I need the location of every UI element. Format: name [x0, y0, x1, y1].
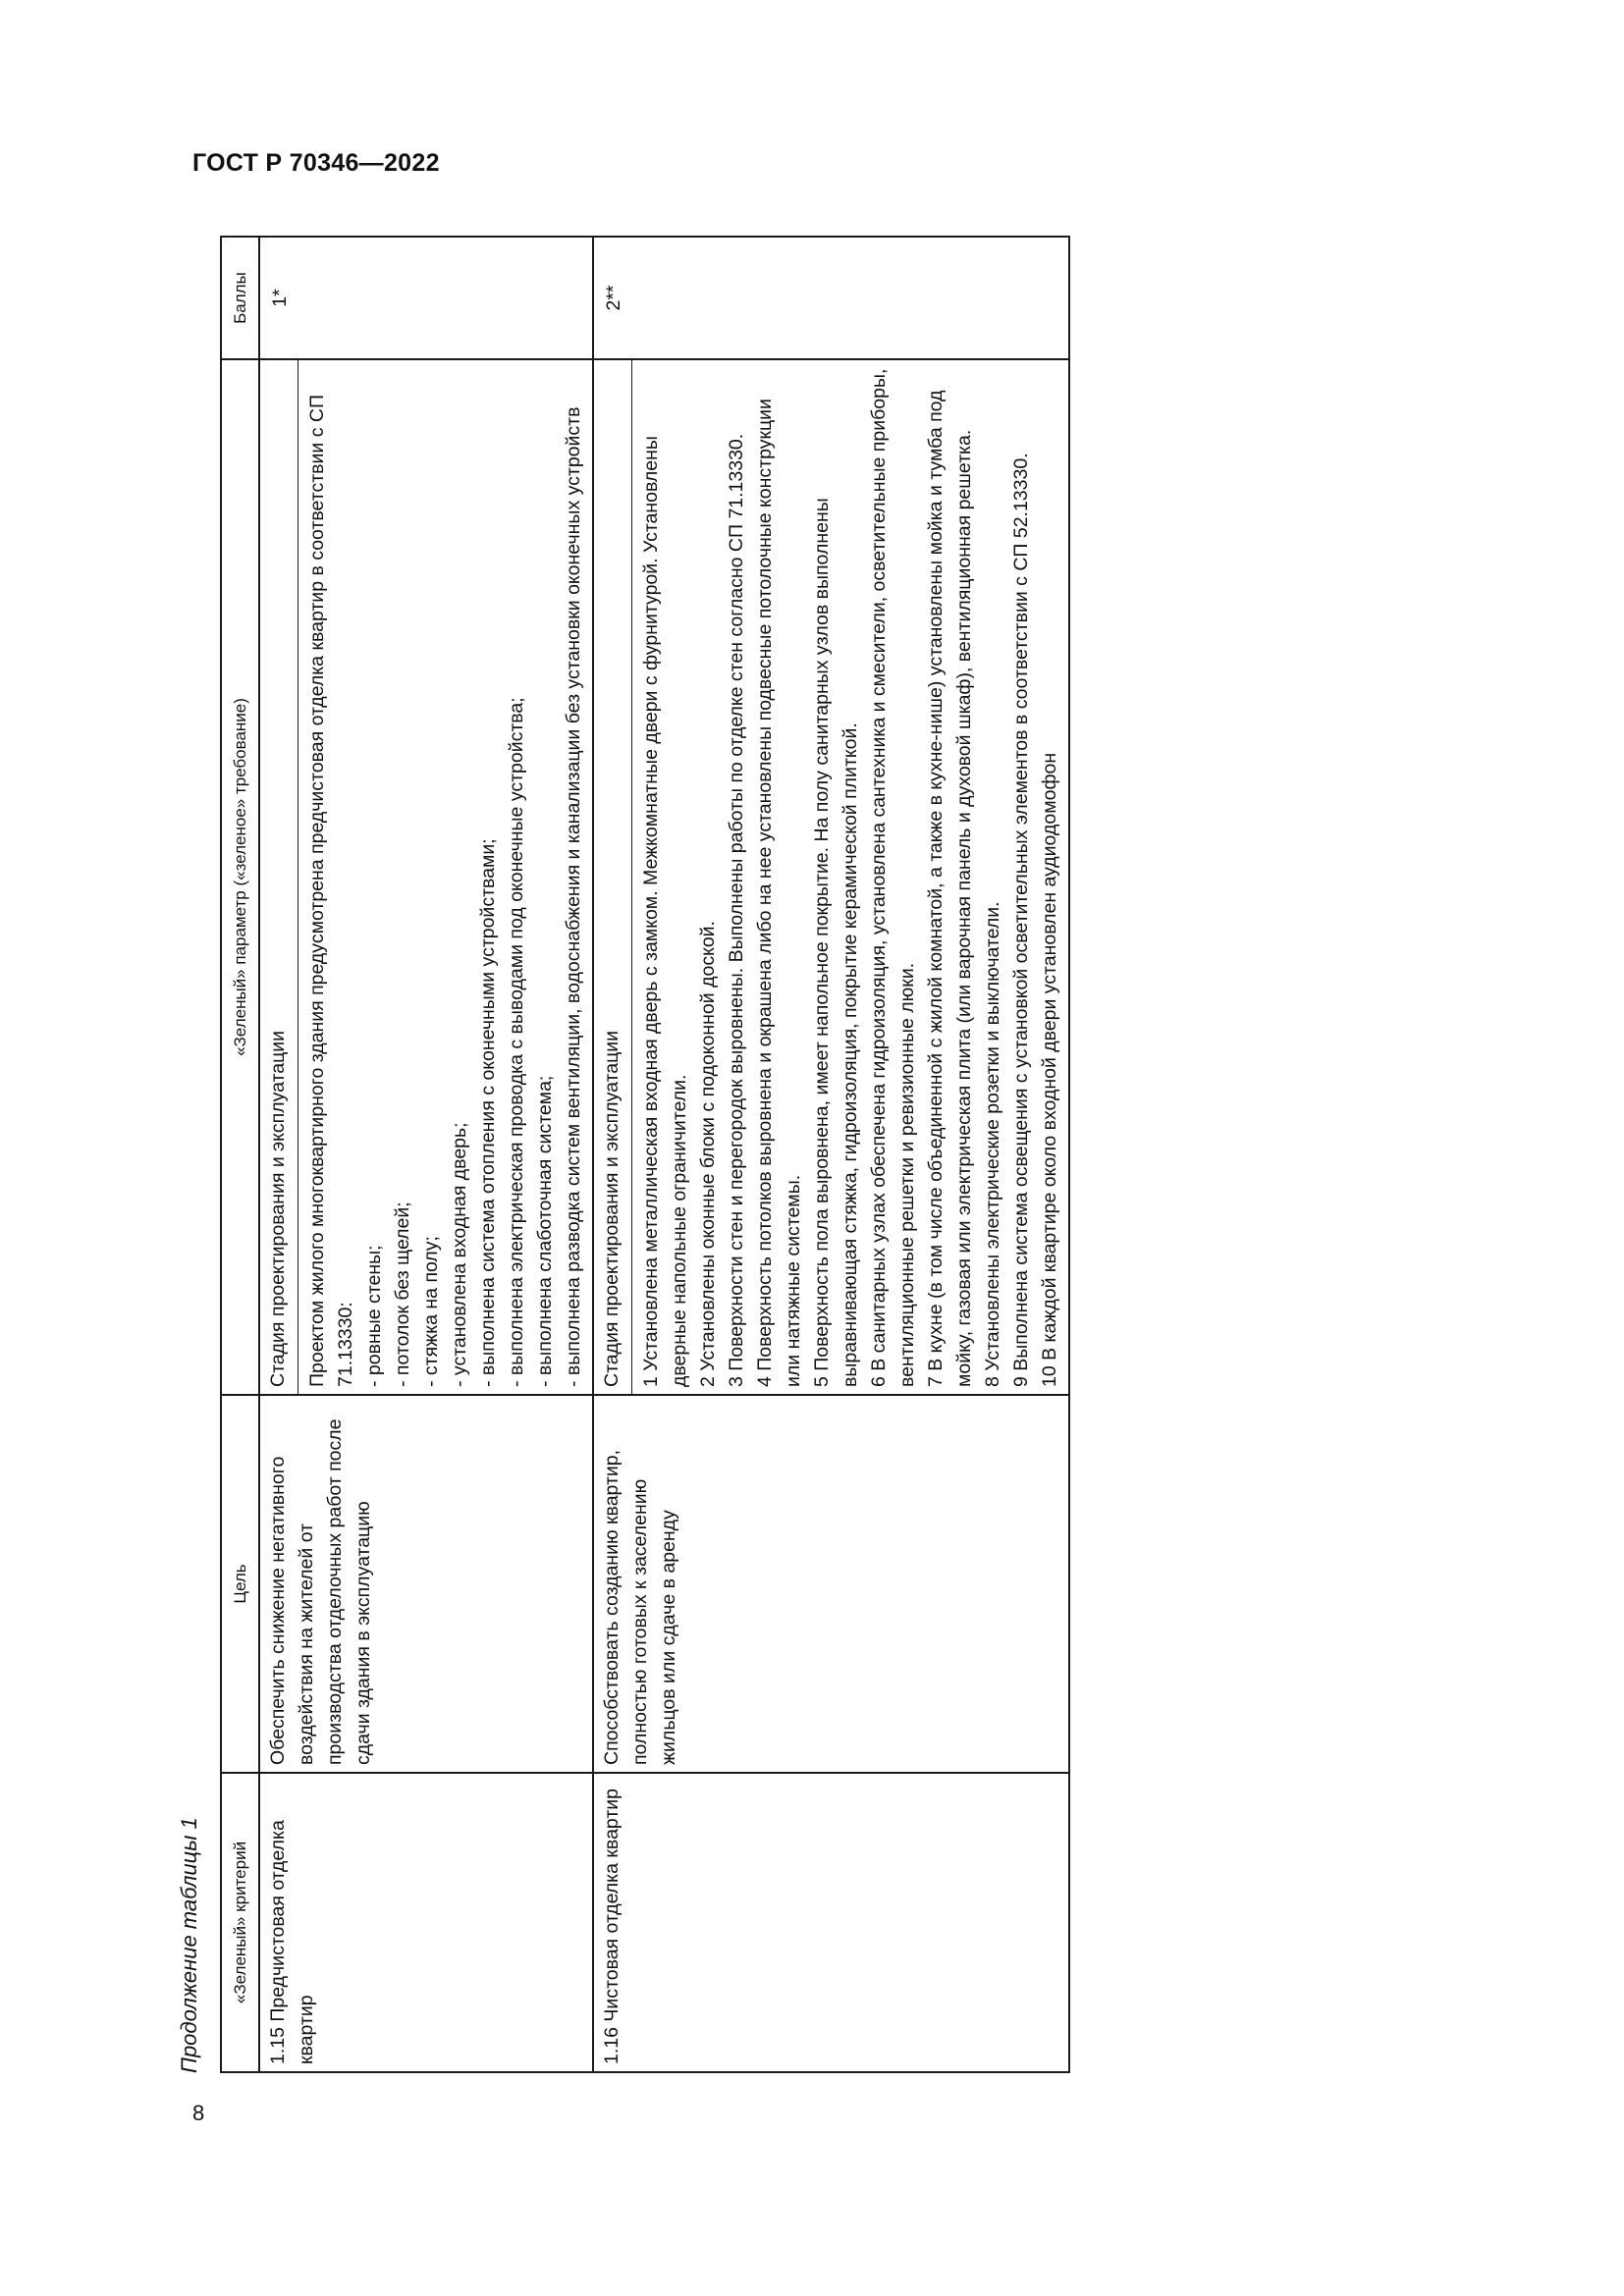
requirement-line: 10 В каждой квартире около входной двери установлен аудиодомофон: [1039, 752, 1060, 1387]
page-number: 8: [192, 2101, 205, 2125]
parameter-cell: [259, 359, 593, 1395]
requirement-line: 6 В санитарных узлах обеспечена гидроизоляция, установлена сантехника и смесители, осветительные приборы, вентиляционные решетки и ревизионные люки.: [868, 368, 918, 1387]
table-header-row: [221, 237, 259, 2072]
column-header-parameter: «Зеленый» параметр («зеленое» требование): [221, 359, 259, 1395]
requirement-line: - выполнена электрическая проводка с выводами под оконечные устройства;: [506, 697, 527, 1387]
requirement-line: - выполнена слаботочная система;: [534, 1075, 556, 1387]
requirement-line: 2 Установлены оконные блоки с подоконной доской.: [697, 921, 719, 1387]
stage-label: Стадия проектирования и эксплуатации: [598, 360, 632, 1394]
requirement-line: 9 Выполнена система освещения с установкой осветительных элементов в соответствии с СП 52.13330.: [1010, 453, 1032, 1387]
criterion-cell: 1.16 Чистовая отделка квартир: [593, 1773, 1069, 2072]
goal-cell: Обеспечить снижение негативного воздействия на жителей от производства отделочных работ после сдачи здания в эксплуатацию: [259, 1395, 593, 1773]
requirement-line: - выполнена система отопления с оконечными устройствами;: [477, 838, 499, 1387]
parameter-cell: [593, 359, 1069, 1395]
requirement-line: 4 Поверхность потолков выровнена и окрашена либо на нее установлены подвесные потолочные конструкции или натяжные системы.: [754, 399, 804, 1387]
requirement-line: 1 Установлена металлическая входная дверь с замком. Межкомнатные двери с фурнитурой. Установлены дверные напольные ограничители.: [640, 436, 690, 1387]
score-cell: [593, 237, 1069, 359]
stage-label: Стадия проектирования и эксплуатации: [264, 360, 298, 1394]
rotated-table-region: [177, 238, 1286, 2073]
table-row: [593, 237, 1069, 2072]
column-header-goal: Цель: [221, 1395, 259, 1773]
score-value: 1*: [269, 289, 291, 307]
requirement-line: - стяжка на полу;: [420, 1236, 442, 1387]
requirement-line: Проектом жилого многоквартирного здания предусмотрена предчистовая отделка квартир в соответствии с СП 71.13330:: [306, 395, 356, 1387]
requirement-line: - потолок без щелей;: [392, 1201, 413, 1387]
score-cell: [259, 237, 593, 359]
table-continuation-label: Продолжение таблицы 1: [177, 1817, 201, 2073]
column-header-criterion: «Зеленый» критерий: [221, 1773, 259, 2072]
document-code-header: ГОСТ Р 70346—2022: [192, 149, 440, 177]
criterion-cell: 1.15 Предчистовая отделка квартир: [259, 1773, 593, 2072]
requirement-line: 8 Установлены электрические розетки и выключатели.: [982, 901, 1003, 1387]
goal-cell: Способствовать созданию квартир, полностью готовых к заселению жильцов или сдаче в аренду: [593, 1395, 1069, 1773]
requirement-line: 3 Поверхности стен и перегородок выровнены. Выполнены работы по отделке стен согласно СП 71.13330.: [726, 433, 747, 1387]
requirement-line: 5 Поверхность пола выровнена, имеет напольное покрытие. На полу санитарных узлов выполнены выравнивающая стяжка, гидроизоляция, покрытие керамической плиткой.: [811, 498, 861, 1387]
column-header-score: Баллы: [221, 237, 259, 359]
requirement-line: - установлена входная дверь;: [449, 1122, 470, 1387]
requirement-line: - ровные стены;: [363, 1245, 385, 1387]
table-row: [259, 237, 593, 2072]
requirement-line: 7 В кухне (в том числе объединенной с жилой комнатой, а также в кухне-нише) установлены мойка и тумба под мойку, газовая или электрическая плита (или варочная панель и духовой шкаф), вентиляционная решетка.: [925, 390, 975, 1387]
score-value: 2**: [603, 285, 624, 311]
criteria-table: [220, 236, 1070, 2073]
requirement-line: - выполнена разводка систем вентиляции, водоснабжения и канализации без установки оконечных устройств: [563, 406, 584, 1387]
